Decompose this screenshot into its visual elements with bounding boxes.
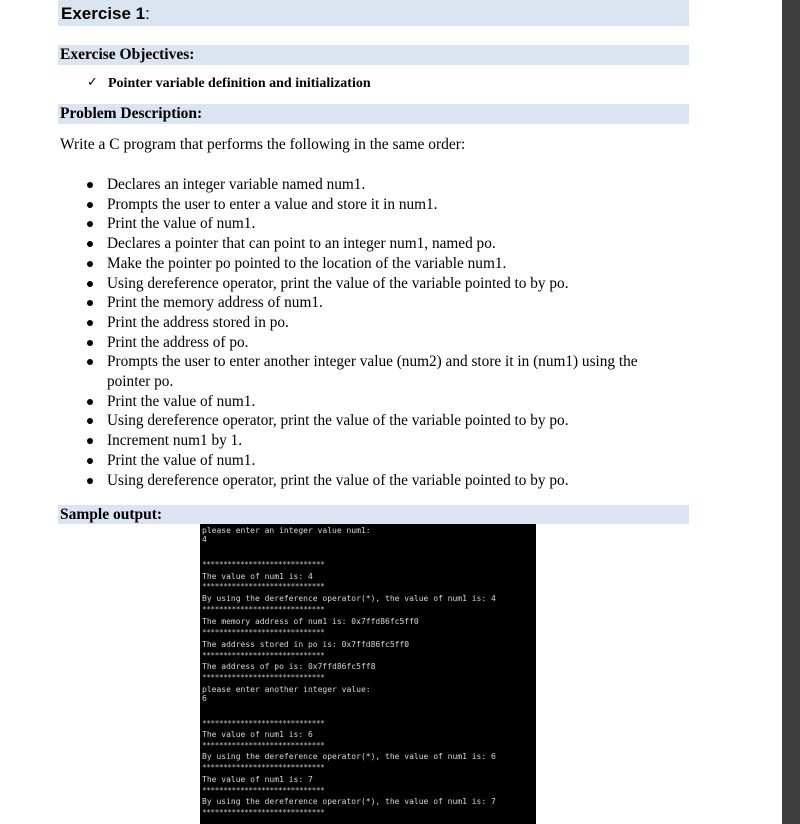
terminal-line: *****************************	[202, 786, 325, 795]
bullet-icon	[87, 399, 93, 405]
terminal-line: *****************************	[202, 808, 325, 817]
terminal-line: *****************************	[202, 651, 325, 660]
bullet-icon	[87, 320, 93, 326]
list-item: Declares an integer variable named num1.	[84, 175, 684, 195]
terminal-line: *****************************	[202, 763, 325, 772]
title-band	[58, 0, 689, 26]
list-item: Print the value of num1.	[84, 451, 684, 471]
exercise-title-colon: :	[145, 4, 150, 23]
exercise-title-text: Exercise 1	[61, 4, 146, 23]
terminal-line: By using the dereference operator(*), the value of num1 is: 7	[202, 797, 496, 806]
bullet-icon	[87, 221, 93, 227]
terminal-output	[200, 524, 536, 824]
list-item: Increment num1 by 1.	[84, 431, 684, 451]
terminal-line: The address stored in po is: 0x7ffd86fc5ff0	[202, 640, 410, 649]
terminal-line: please enter an integer value num1:	[202, 526, 371, 535]
list-item: Print the address of po.	[84, 333, 684, 353]
terminal-line: *****************************	[202, 628, 325, 637]
bullet-icon	[87, 340, 93, 346]
bullet-icon	[87, 478, 93, 484]
terminal-line: By using the dereference operator(*), the value of num1 is: 4	[202, 594, 496, 603]
terminal-line: 4	[202, 535, 207, 544]
terminal-line: *****************************	[202, 560, 325, 569]
list-item: Make the pointer po pointed to the location of the variable num1.	[84, 254, 684, 274]
list-item: Prompts the user to enter another integer value (num2) and store it in (num1) using the pointer po.	[84, 352, 684, 391]
terminal-line: The memory address of num1 is: 0x7ffd86fc5ff0	[202, 617, 419, 626]
objective-item: Pointer variable definition and initialization	[108, 76, 371, 91]
terminal-line: *****************************	[202, 605, 325, 614]
list-item: Print the address stored in po.	[84, 313, 684, 333]
list-item: Using dereference operator, print the value of the variable pointed to by po.	[84, 471, 684, 491]
terminal-line: The value of num1 is: 7	[202, 775, 313, 784]
bullet-icon	[87, 300, 93, 306]
bullet-icon	[87, 261, 93, 267]
bullet-icon	[87, 182, 93, 188]
problem-intro: Write a C program that performs the following in the same order:	[60, 136, 466, 153]
terminal-line: *****************************	[202, 719, 325, 728]
list-item: Print the value of num1.	[84, 214, 684, 234]
terminal-line: *****************************	[202, 582, 325, 591]
list-item: Declares a pointer that can point to an integer num1, named po.	[84, 234, 684, 254]
viewer-edge-bar	[782, 0, 800, 824]
bullet-icon	[87, 241, 93, 247]
bullet-icon	[87, 418, 93, 424]
terminal-line: 6	[202, 694, 207, 703]
sample-heading: Sample output:	[60, 506, 163, 523]
objectives-heading: Exercise Objectives:	[60, 46, 195, 63]
list-item: Print the value of num1.	[84, 392, 684, 412]
bullet-icon	[87, 438, 93, 444]
bullet-icon	[87, 202, 93, 208]
checkmark-icon: ✓	[87, 75, 98, 90]
terminal-line: The value of num1 is: 4	[202, 572, 313, 581]
bullet-icon	[87, 359, 93, 365]
list-item: Using dereference operator, print the value of the variable pointed to by po.	[84, 411, 684, 431]
terminal-line: *****************************	[202, 741, 325, 750]
terminal-line: The address of po is: 0x7ffd86fc5ff8	[202, 662, 376, 671]
list-item: Print the memory address of num1.	[84, 293, 684, 313]
exercise-title	[61, 4, 150, 24]
terminal-line: By using the dereference operator(*), the value of num1 is: 6	[202, 752, 496, 761]
list-item: Using dereference operator, print the value of the variable pointed to by po.	[84, 274, 684, 294]
terminal-line: The value of num1 is: 6	[202, 730, 313, 739]
requirements-list	[84, 175, 684, 490]
bullet-icon	[87, 458, 93, 464]
problem-heading: Problem Description:	[60, 105, 203, 122]
terminal-line: please enter another integer value:	[202, 685, 371, 694]
terminal-line: *****************************	[202, 673, 325, 682]
bullet-icon	[87, 281, 93, 287]
list-item: Prompts the user to enter a value and store it in num1.	[84, 195, 684, 215]
